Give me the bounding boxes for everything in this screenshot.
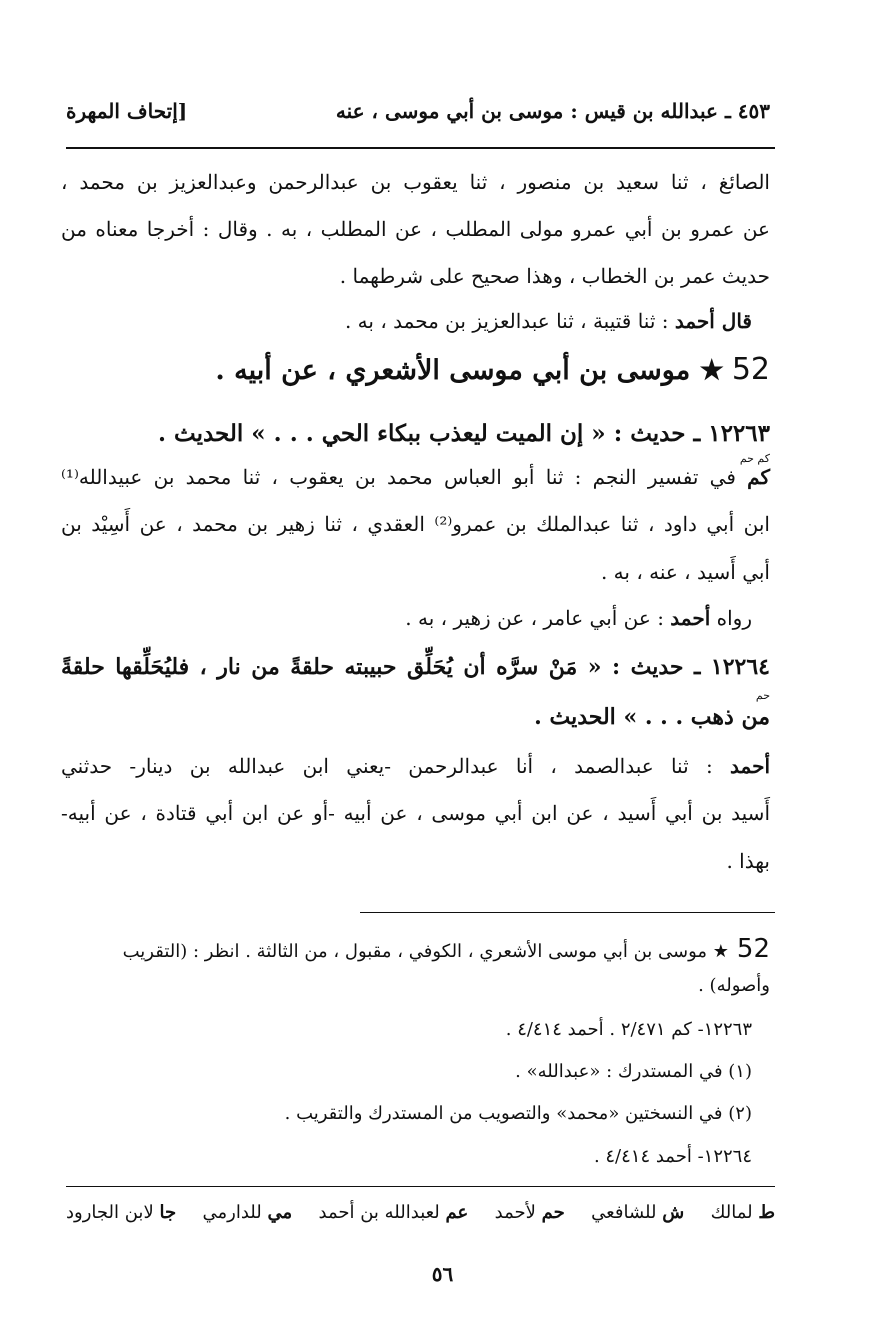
text-line: بهذا .: [726, 849, 770, 873]
abbr-name: للدارمي: [202, 1202, 262, 1223]
source-label: كم: [747, 465, 770, 489]
abbr-name: لأحمد: [494, 1202, 536, 1223]
narrator-label: أحمد: [730, 754, 770, 778]
margin-sigla: كم حم: [739, 452, 770, 465]
text-line: [61, 465, 770, 489]
section-number: 52: [736, 934, 770, 964]
star-icon: ★: [712, 941, 729, 962]
text-line: الصائغ ، ثنا سعيد بن منصور ، ثنا يعقوب بن عبدالرحمن وعبدالعزيز بن محمد ،: [61, 170, 770, 194]
header-rule: [66, 147, 775, 149]
abbr-code: مي: [267, 1202, 293, 1223]
abbr-name: لابن الجارود: [66, 1202, 154, 1223]
footnote-2: (٢) في النسختين «محمد» والتصويب من المستدرك والتقريب .: [284, 1103, 752, 1124]
footnote-text: وأصوله) .: [698, 975, 770, 996]
footnote-rule: [360, 912, 775, 913]
page-number: ٥٦: [431, 1262, 454, 1286]
hadith-heading: ١٢٢٦٣ ـ حديث : « إن الميت ليعذب ببكاء الحي . . . » الحديث .: [157, 420, 770, 447]
footnote-text: موسى بن أبي موسى الأشعري ، الكوفي ، مقبول ، من الثالثة . انظر : (التقريب: [122, 941, 708, 962]
abbr-item: [319, 1202, 469, 1223]
footnote-ref: ١٢٢٦٣- كم ٢/٤٧١ . أحمد ٤/٤١٤ .: [505, 1019, 752, 1040]
narrator-label: أحمد: [670, 606, 711, 630]
narration-prefix: رواه: [716, 606, 752, 630]
narration-line: [405, 606, 752, 630]
abbr-code: جا: [159, 1202, 177, 1223]
narrator-label: قال أحمد: [674, 309, 752, 333]
narration-text: : ثنا قتيبة ، ثنا عبدالعزيز بن محمد ، به .: [344, 309, 669, 333]
running-header-chapter: ٤٥٣ ـ عبدالله بن قيس : موسى بن أبي موسى ، عنه: [335, 99, 770, 123]
abbr-name: لمالك: [710, 1202, 753, 1223]
running-header-book: [إتحاف المهرة: [66, 99, 188, 123]
abbr-code: ش: [662, 1202, 685, 1223]
hadith-heading-cont: من ذهب . . . » الحديث .: [534, 704, 770, 730]
abbr-item: [66, 1202, 176, 1223]
abbr-name: للشافعي: [591, 1202, 657, 1223]
narration-line: [345, 309, 752, 333]
hadith-heading: ١٢٢٦٤ ـ حديث : « مَنْ سرَّه أن يُحَلِّق حبيبته حلقةً من نار ، فليُحَلِّقها حلقةً: [61, 654, 770, 680]
section-heading: [215, 352, 770, 387]
footnote-ref: ١٢٢٦٤- أحمد ٤/٤١٤ .: [593, 1146, 752, 1167]
abbr-item: [591, 1202, 684, 1223]
text-line: أبي أَسيد ، عنه ، به .: [600, 560, 770, 584]
narration-text: : عن أبي عامر ، عن زهير ، به .: [405, 606, 664, 630]
abbreviation-key: [66, 1202, 775, 1223]
text-line: أَسيد بن أبي أَسيد ، عن ابن أبي موسى ، عن أبيه -أو عن ابن أبي قتادة ، عن أبيه-: [61, 801, 770, 825]
section-number: 52: [731, 352, 770, 387]
text-line: عن عمرو بن أبي عمرو مولى المطلب ، عن المطلب ، به . وقال : أخرجا معناه من: [61, 217, 770, 241]
star-icon: ★: [699, 355, 724, 386]
text-line: حديث عمر بن الخطاب ، وهذا صحيح على شرطهما .: [339, 264, 770, 288]
section-title: موسى بن أبي موسى الأشعري ، عن أبيه .: [215, 355, 691, 386]
margin-sigla: حم: [755, 689, 770, 702]
text-line: [61, 754, 770, 778]
footnote-1: (١) في المستدرك : «عبدالله» .: [515, 1061, 752, 1082]
abbr-name: لعبدالله بن أحمد: [318, 1202, 440, 1223]
abbr-code: حم: [541, 1202, 565, 1223]
narration-text: : ثنا عبدالصمد ، أنا عبدالرحمن -يعني ابن عبدالله بن دينار- حدثني: [61, 754, 731, 778]
abbreviation-rule: [66, 1186, 775, 1187]
footnote-section: [123, 934, 770, 964]
abbr-code: عم: [445, 1202, 469, 1223]
abbr-item: [202, 1202, 292, 1223]
text-line: ابن أبي داود ، ثنا عبدالملك بن عمرو⁽²⁾ العقدي ، ثنا زهير بن محمد ، عن أَسِيْد بن: [61, 512, 770, 536]
source-text: في تفسير النجم : ثنا أبو العباس محمد بن يعقوب ، ثنا محمد بن عبيدالله⁽¹⁾: [61, 465, 748, 489]
abbr-item: [711, 1202, 775, 1223]
abbr-item: [495, 1202, 565, 1223]
abbr-code: ط: [758, 1202, 775, 1223]
